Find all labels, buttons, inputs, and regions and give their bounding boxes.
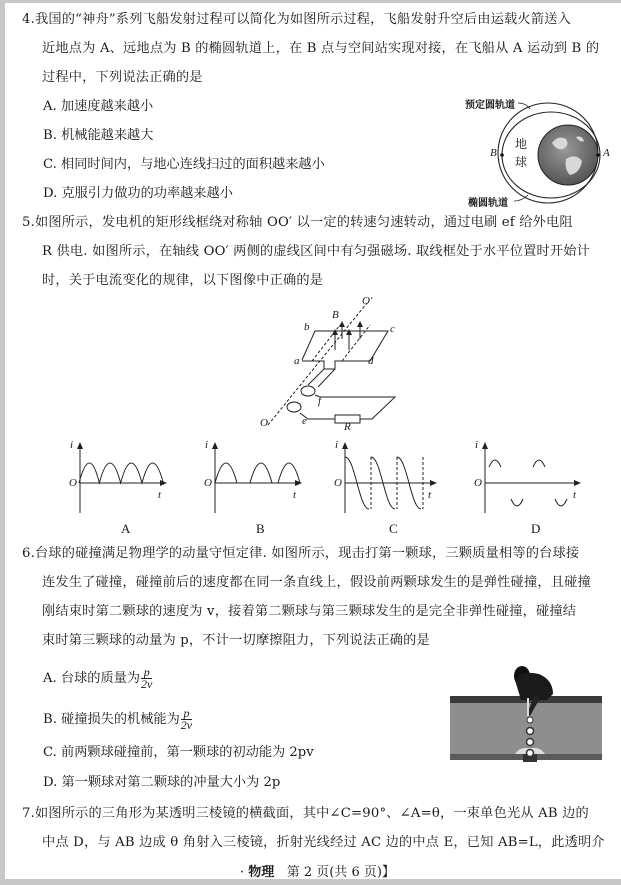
q4-line-1: 4.我国的“神舟”系列飞船发射过程可以简化为如图所示过程，飞船发射升空后由运载火箭送入 [22, 12, 571, 27]
q4-option-d[interactable]: D. 克服引力做功的功率越来越小 [43, 186, 233, 201]
q7-line-2: 中点 D，与 AB 边成 θ 角射入三棱镜，折射光线经过 AC 边的中点 E，已知 AB=L，此透明介 [42, 835, 605, 850]
graph-a-label: A [121, 521, 131, 536]
brush-e-label: e [302, 415, 307, 427]
exam-page [5, 3, 621, 879]
earth-label-2: 球 [515, 155, 528, 169]
generator-figure [260, 295, 400, 433]
field-b-label: B [332, 309, 339, 321]
subject-label: 物理 [248, 865, 275, 880]
orbit-figure [460, 93, 620, 208]
q4-option-c[interactable]: C. 相同时间内，与地心连线扫过的面积越来越小 [43, 157, 325, 172]
q6-option-b[interactable]: B. 碰撞损失的机械能为 $\frac{p}{2v}$ [43, 706, 193, 732]
corner-c-label: c [390, 323, 395, 335]
q4-line-2: 近地点为 A、远地点为 B 的椭圆轨道上，在 B 点与空间站实现对接，在飞船从 A 运动到 B 的 [42, 41, 600, 56]
point-a-label: A [603, 147, 610, 159]
generator-diagram-icon [260, 295, 400, 430]
q7-line-1: 7.如图所示的三角形为某透明三棱镜的横截面，其中∠C=90°、∠A=θ，一束单色光从 AB 边的 [22, 806, 589, 821]
elliptical-orbit-label: 椭圆轨道 [468, 198, 508, 209]
graph-a[interactable]: i O t A [45, 441, 170, 536]
q4-number: 4. [22, 12, 35, 27]
fraction-p-over-2v: $\frac{p}{2v}$ [141, 665, 153, 691]
point-b-label: B [490, 147, 497, 159]
q6-line-2: 连发生了碰撞，碰撞前后的速度都在同一条直线上，假设前两颗球发生的是弹性碰撞，且碰撞 [42, 575, 591, 590]
brush-f-label: f [318, 395, 322, 407]
graph-d-label: D [531, 521, 541, 536]
q6-line-3: 刚结束时第二颗球的速度为 v，接着第二颗球与第三颗球发生的是完全非弹性碰撞，碰撞结 [42, 604, 577, 619]
axis-o-label: O [260, 417, 268, 429]
axis-o-prime-label: O′ [362, 295, 373, 307]
q5-line-1: 5.如图所示，发电机的矩形线框绕对称轴 OO′ 以一定的转速匀速转动，通过电刷 ef 给外电阻 [22, 215, 573, 230]
corner-b-label: b [304, 321, 310, 333]
q6-option-c[interactable]: C. 前两颗球碰撞前，第一颗球的初动能为 2pv [43, 745, 314, 760]
circular-orbit-label: 预定圆轨道 [465, 100, 515, 111]
q6-option-d[interactable]: D. 第一颗球对第二颗球的冲量大小为 2p [43, 775, 281, 790]
earth-label-1: 地 [515, 137, 528, 151]
graph-b-plot-icon [180, 441, 305, 521]
q4-option-b[interactable]: B. 机械能越来越大 [43, 128, 154, 143]
page-footer: · 物理 第 2 页(共 6 页)】 [240, 865, 395, 880]
graph-a-plot-icon [45, 441, 170, 521]
q4-option-a[interactable]: A. 加速度越来越小 [43, 99, 154, 114]
graph-d[interactable]: i O t D [455, 441, 585, 536]
billiard-player-image-icon [447, 658, 602, 763]
graph-c[interactable]: i O t C [315, 441, 440, 536]
fraction-p-over-2v: $\frac{p}{2v}$ [180, 706, 193, 732]
resistor-r-label: R [344, 421, 351, 433]
corner-a-label: a [294, 355, 300, 367]
corner-d-label: d [368, 355, 374, 367]
q4-line-3: 过程中，下列说法正确的是 [42, 70, 203, 85]
q6-line-1: 6.台球的碰撞满足物理学的动量守恒定律. 如图所示，现击打第一颗球，三颗质量相等的台球接 [22, 546, 580, 561]
billiard-photo [447, 658, 602, 763]
q5-line-3: 时，关于电流变化的规律，以下图像中正确的是 [42, 273, 324, 288]
q5-line-2: R 供电. 如图所示，在轴线 OO′ 两侧的虚线区间中有匀强磁场. 取线框处于水平位置时开始计 [42, 244, 591, 259]
page-number: 第 2 页(共 6 页)】 [286, 865, 395, 880]
graph-b-label: B [256, 521, 265, 536]
graph-c-label: C [389, 521, 398, 536]
q6-option-a[interactable]: A. 台球的质量为 $\frac{p}{2v}$ [43, 665, 153, 691]
q6-line-4: 束时第三颗球的动量为 p，不计一切摩擦阻力，下列说法正确的是 [42, 633, 430, 648]
graph-b[interactable]: i O t B [180, 441, 305, 536]
